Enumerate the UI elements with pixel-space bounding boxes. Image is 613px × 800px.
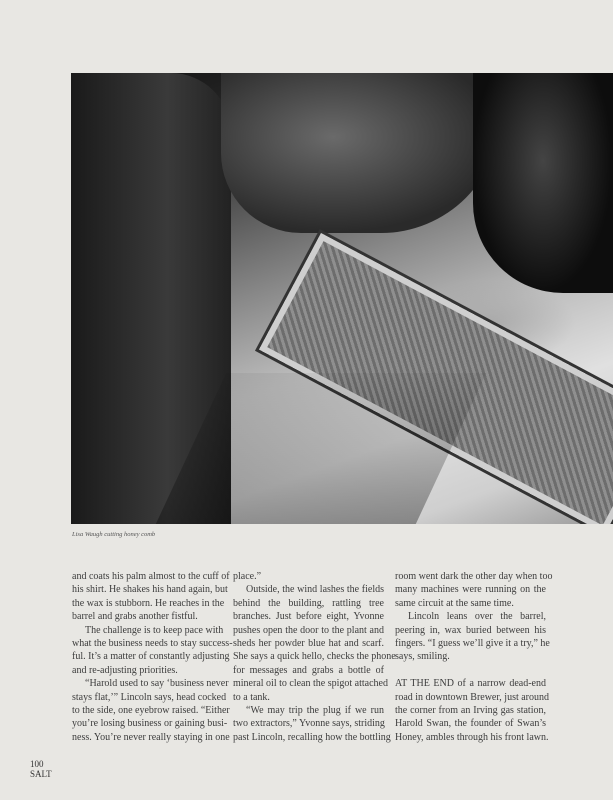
text-line: place.” xyxy=(233,571,262,582)
text-line: and re-adjusting priorities. xyxy=(72,664,178,676)
article-column-1 xyxy=(72,570,233,744)
text-line: says, smiling. xyxy=(395,651,450,663)
text-line: branches. Just before eight, Yvonne xyxy=(233,611,384,623)
text-line: “Harold used to say ‘business never xyxy=(85,678,229,690)
text-line: two extractors,” Yvonne says, striding xyxy=(233,718,385,730)
text-line: “We may trip the plug if we run xyxy=(246,704,384,716)
text-line: stays flat,’” Lincoln says, head cocked xyxy=(72,691,227,703)
text-line: past Lincoln, recalling how the bottling xyxy=(233,731,391,743)
text-line: and coats his palm almost to the cuff of xyxy=(72,571,230,582)
text-line: to the side, one eyebrow raised. “Either xyxy=(72,704,230,716)
text-line: room went dark the other day when too xyxy=(395,571,553,582)
text-line: road in downtown Brewer, just around xyxy=(395,691,550,703)
text-line: Outside, the wind lashes the fields xyxy=(246,584,384,596)
text-line: you’re losing business or gaining busi- xyxy=(72,718,228,730)
text-line: same circuit at the same time. xyxy=(395,597,514,609)
text-line: for messages and grabs a bottle of xyxy=(233,664,384,676)
text-line: Harold Swan, the founder of Swan’s xyxy=(395,718,546,730)
text-line: ful. It’s a matter of constantly adjusting xyxy=(72,651,230,663)
article-column-3 xyxy=(395,570,553,744)
text-line: pushes open the door to the plant and xyxy=(233,624,384,636)
folio xyxy=(30,759,52,779)
text-line: peering in, wax buried between his xyxy=(395,624,546,636)
photo-caption: Lisa Waugh cutting honey comb xyxy=(72,531,156,538)
text-line: many machines were running on the xyxy=(395,584,546,596)
text-line: Honey, ambles through his front lawn. xyxy=(395,731,549,743)
text-line: to a tank. xyxy=(233,691,270,703)
text-line: fingers. “I guess we’ll give it a try,” he xyxy=(395,637,550,649)
photo-honey-comb-cutting xyxy=(71,73,613,524)
paragraph-gap xyxy=(395,664,546,677)
text-line: She says a quick hello, checks the phone xyxy=(233,651,396,663)
text-line: the wax is stubborn. He reaches in the xyxy=(72,597,225,609)
text-line: ness. You’re never really staying in one xyxy=(72,731,230,743)
text-line: what the business needs to stay success- xyxy=(72,637,233,649)
photo-hand xyxy=(221,73,501,233)
text-line: the corner from an Irving gas station, xyxy=(395,704,546,716)
magazine-name: SALT xyxy=(30,769,52,779)
page-number: 100 xyxy=(30,759,44,769)
text-line: barrel and grabs another fistful. xyxy=(72,611,198,623)
text-line: sheds her powder blue hat and scarf. xyxy=(233,637,384,649)
text-line: AT THE END of a narrow dead-end xyxy=(395,678,546,690)
text-line: mineral oil to clean the spigot attached xyxy=(233,678,388,690)
photo-hand-right xyxy=(473,73,613,293)
article-column-2 xyxy=(233,570,396,744)
text-line: behind the building, rattling tree xyxy=(233,597,384,609)
text-line: Lincoln leans over the barrel, xyxy=(408,611,546,623)
text-line: his shirt. He shakes his hand again, but xyxy=(72,584,228,596)
text-line: The challenge is to keep pace with xyxy=(85,624,224,636)
